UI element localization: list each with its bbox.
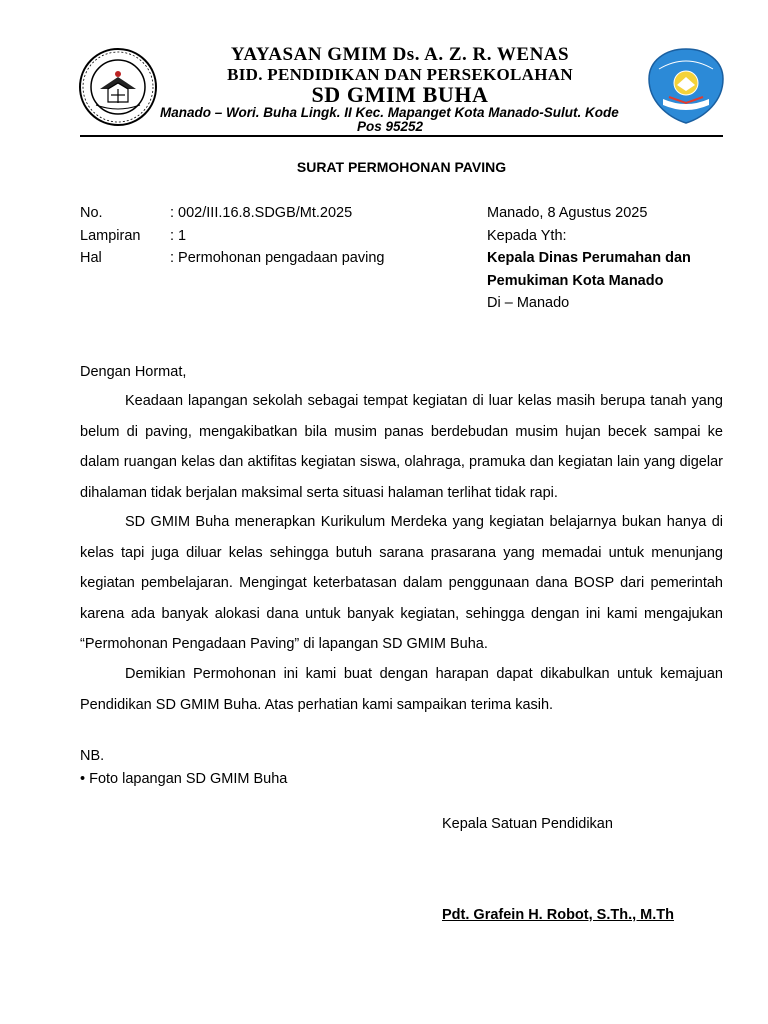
hal-label: Hal [80, 250, 102, 266]
letter-date: Manado, 8 Agustus 2025 [487, 205, 648, 221]
school-postal-code: Pos 95252 [356, 119, 424, 134]
lampiran-label: Lampiran [80, 228, 141, 244]
department-name: BID. PENDIDIKAN DAN PERSEKOLAHAN [227, 65, 573, 84]
greeting: Dengan Hormat, [80, 364, 187, 380]
recipient-name-line1: Kepala Dinas Perumahan dan [487, 250, 691, 266]
recipient-name-line2: Pemukiman Kota Manado [487, 273, 664, 289]
paragraph-2: SD GMIM Buha menerapkan Kurikulum Merdeka yang kegiatan belajarnya bukan hanya di kelas tapi juga diluar kelas sehingga butuh sarana prasarana yang memadai untuk menunjang kegiatan pembelajaran. Mengingat keterbatasan dalam penggunaan dana BOSP dari pemerintah karena ada banyak alokasi dana untuk banyak kegiatan, sehingga dengan ini kami mengajukan “Permohonan Pengadaan Paving” di lapangan SD GMIM Buha. [80, 514, 723, 652]
no-value: : 002/III.16.8.SDGB/Mt.2025 [170, 205, 353, 221]
school-name: SD GMIM BUHA [311, 82, 489, 107]
recipient-location: Di – Manado [487, 295, 570, 311]
no-label: No. [80, 205, 103, 221]
school-address: Manado – Wori. Buha Lingk. II Kec. Mapanget Kota Manado-Sulut. Kode [160, 105, 619, 120]
nb-label: NB. [80, 748, 105, 764]
hal-value: : Permohonan pengadaan paving [170, 250, 385, 266]
signatory-position: Kepala Satuan Pendidikan [442, 816, 613, 832]
gmim-church-seal-icon [78, 47, 158, 127]
foundation-name: YAYASAN GMIM Ds. A. Z. R. WENAS [230, 44, 570, 65]
paragraph-3: Demikian Permohonan ini kami buat dengan harapan dapat dikabulkan untuk kemajuan Pendidikan SD GMIM Buha. Atas perhatian kami sampaikan terima kasih. [80, 666, 723, 713]
lampiran-value: : 1 [170, 228, 187, 244]
paragraph-1: Keadaan lapangan sekolah sebagai tempat kegiatan di luar kelas masih berupa tanah yang belum di paving, mengakibatkan bila musim panas berdebudan musim hujan becek sampai ke dalam ruangan kelas dan aktifitas kegiatan siswa, olahraga, pramuka dan kegiatan lain yang digelar dihalaman tidak berjalan maksimal serta situasi halaman terlihat tidak rapi. [80, 393, 723, 501]
recipient-salutation: Kepada Yth: [487, 228, 567, 244]
signatory-name: Pdt. Grafein H. Robot, S.Th., M.Th [442, 907, 674, 923]
header-divider [80, 135, 723, 137]
nb-item: • Foto lapangan SD GMIM Buha [80, 771, 288, 787]
letter-title: SURAT PERMOHONAN PAVING [296, 159, 507, 175]
